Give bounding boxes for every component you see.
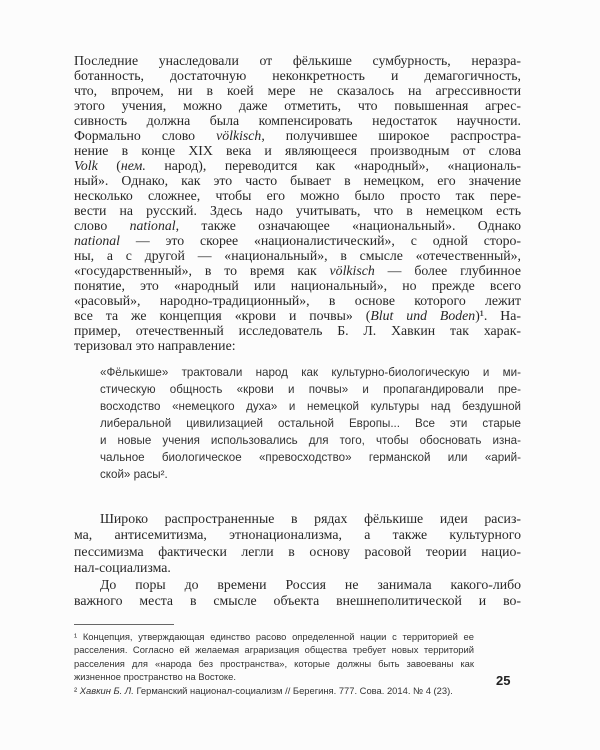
text-line — [74, 278, 521, 293]
italic-text: Blut und Boden — [370, 308, 476, 323]
text-line — [74, 233, 521, 248]
text-line — [74, 68, 521, 83]
italic-text: нем. — [120, 158, 146, 173]
footnote — [74, 684, 474, 697]
text-segment: важного места в смысле объекта внешнеполитической и во- — [74, 593, 521, 609]
page-number: 25 — [496, 673, 511, 688]
text-line — [74, 527, 521, 543]
text-segment: )¹. На- — [475, 308, 521, 323]
text-line — [100, 432, 521, 449]
text-line — [74, 593, 521, 609]
text-segment: ² — [74, 684, 80, 696]
text-segment: жизненное пространство на Востоке. — [74, 671, 236, 683]
text-segment: сивность должна была компенсировать недостаток научности. — [74, 113, 521, 128]
text-segment: ный». Однако, как это часто бывает в немецком, его значение — [74, 173, 521, 188]
italic-text: Volk — [74, 158, 98, 173]
italic-text: national — [74, 233, 120, 248]
text-segment: , также означающее «национальный». Однако — [175, 218, 521, 233]
text-line — [100, 466, 521, 483]
italic-text: völkisch — [329, 263, 375, 278]
paragraph — [74, 511, 521, 577]
text-segment: «государственный», в то время как — [74, 263, 330, 278]
text-segment: ботанность, достаточную неконкретность и демагогичность, — [74, 68, 521, 83]
text-line — [74, 338, 521, 353]
text-segment: нал-социализма. — [74, 560, 171, 576]
text-segment: стическую общность «крови и почвы» и пропагандировали пре- — [100, 383, 521, 396]
text-line — [100, 415, 521, 432]
text-segment: ¹ Концепция, утверждающая единство расово определенной нации с территорией ее — [74, 631, 474, 642]
text-line — [74, 544, 521, 560]
text-line — [74, 158, 521, 173]
text-segment: Германский национал-социализм // Берегиня. 777. Сова. 2014. № 4 (23). — [133, 684, 453, 696]
text-line — [100, 449, 521, 466]
text-segment: слово — [74, 218, 130, 233]
text-line — [74, 203, 521, 218]
text-line — [74, 263, 521, 278]
text-line — [74, 53, 521, 68]
text-segment: Формально слово — [74, 128, 217, 143]
text-line — [74, 657, 474, 670]
text-segment: ны, а с другой — «национальный», в смысле «отечественный», — [74, 248, 521, 263]
text-segment: До поры до времени Россия не занимала какого-либо — [100, 577, 521, 592]
text-line — [100, 364, 521, 381]
text-segment: все та же концепция «крови и почвы» ( — [74, 308, 371, 323]
text-segment: восходство «немецкого духа» и немецкой культуры над бездушной — [100, 400, 521, 413]
text-line — [74, 83, 521, 98]
text-segment: вести на русский. Здесь надо учитывать, что в немецком есть — [74, 203, 521, 218]
italic-text: Хавкин Б. Л. — [79, 684, 134, 696]
footnote — [74, 630, 474, 684]
text-line — [100, 381, 521, 398]
text-line — [74, 577, 521, 593]
text-segment: ской» расы². — [100, 468, 168, 481]
text-segment: теризовал это направление: — [74, 338, 236, 353]
text-segment: — это скорее «националистический», с одной сторо- — [120, 233, 521, 248]
text-segment: пример, отечественный исследователь Б. Л. Хавкин так харак- — [74, 323, 521, 338]
text-segment: и новые учения использовались для того, чтобы обосновать изна- — [100, 434, 521, 447]
footnote-divider — [74, 624, 174, 625]
text-segment: — более глубинное — [374, 263, 521, 278]
text-segment: , получившее широкое распростра- — [261, 128, 522, 143]
text-line — [74, 188, 521, 203]
text-line — [74, 248, 521, 263]
footnotes — [74, 630, 474, 697]
text-segment: ма, антисемитизма, этнонационализма, а также культурного — [74, 527, 521, 543]
block-quote — [100, 364, 521, 483]
text-line — [74, 308, 521, 323]
paragraph — [74, 577, 521, 610]
text-line — [74, 293, 521, 308]
text-segment: что, впрочем, ни в коей мере не сказалось на агрессивности — [74, 83, 521, 98]
italic-text: völkisch — [216, 128, 262, 143]
text-segment: народ), переводится как «народный», «националь- — [145, 158, 521, 173]
text-segment: Широко распространенные в рядах фёлькише идеи расиз- — [100, 511, 521, 526]
text-segment: пессимизма фактически легли в основу расовой теории нацио- — [74, 543, 521, 559]
text-segment: Последние унаследовали от фёлькише сумбурность, неразра- — [74, 53, 521, 68]
text-line — [74, 684, 474, 697]
text-line — [74, 143, 521, 158]
italic-text: national — [129, 218, 176, 233]
text-segment: этого учения, можно даже отметить, что повышенная агрес- — [74, 98, 521, 113]
text-line — [74, 218, 521, 233]
text-line — [74, 630, 474, 643]
paragraph — [74, 53, 521, 353]
text-line — [100, 398, 521, 415]
text-segment: ( — [97, 158, 121, 173]
text-segment: нение в конце XIX века и являющееся производным от слова — [74, 143, 521, 158]
text-line — [74, 560, 521, 576]
text-segment: расселения. Согласно ей желаемая аграризация общества требует новых территорий — [74, 644, 474, 656]
text-segment: либеральной цивилизацией остальной Европы... Все эти старые — [100, 417, 521, 430]
text-segment: расселения для «народа без пространства», которые должны быть завоеваны как — [74, 657, 474, 669]
text-line — [74, 643, 474, 656]
text-segment: несколько сложнее, чтобы его можно было просто так пере- — [74, 188, 521, 203]
text-segment: «расовый», народно-традиционный», в основе которого лежит — [74, 293, 521, 308]
text-line — [74, 128, 521, 143]
text-line — [74, 113, 521, 128]
text-segment: чальное биологическое «превосходство» германской или «арий- — [100, 451, 521, 464]
text-line — [74, 173, 521, 188]
text-segment: понятие, это «народный или национальный», но прежде всего — [74, 278, 521, 293]
text-line — [74, 670, 474, 683]
text-line — [74, 98, 521, 113]
text-line — [74, 323, 521, 338]
text-segment: «Фёлькише» трактовали народ как культурно-биологическую и ми- — [100, 366, 521, 379]
text-line — [74, 511, 521, 527]
